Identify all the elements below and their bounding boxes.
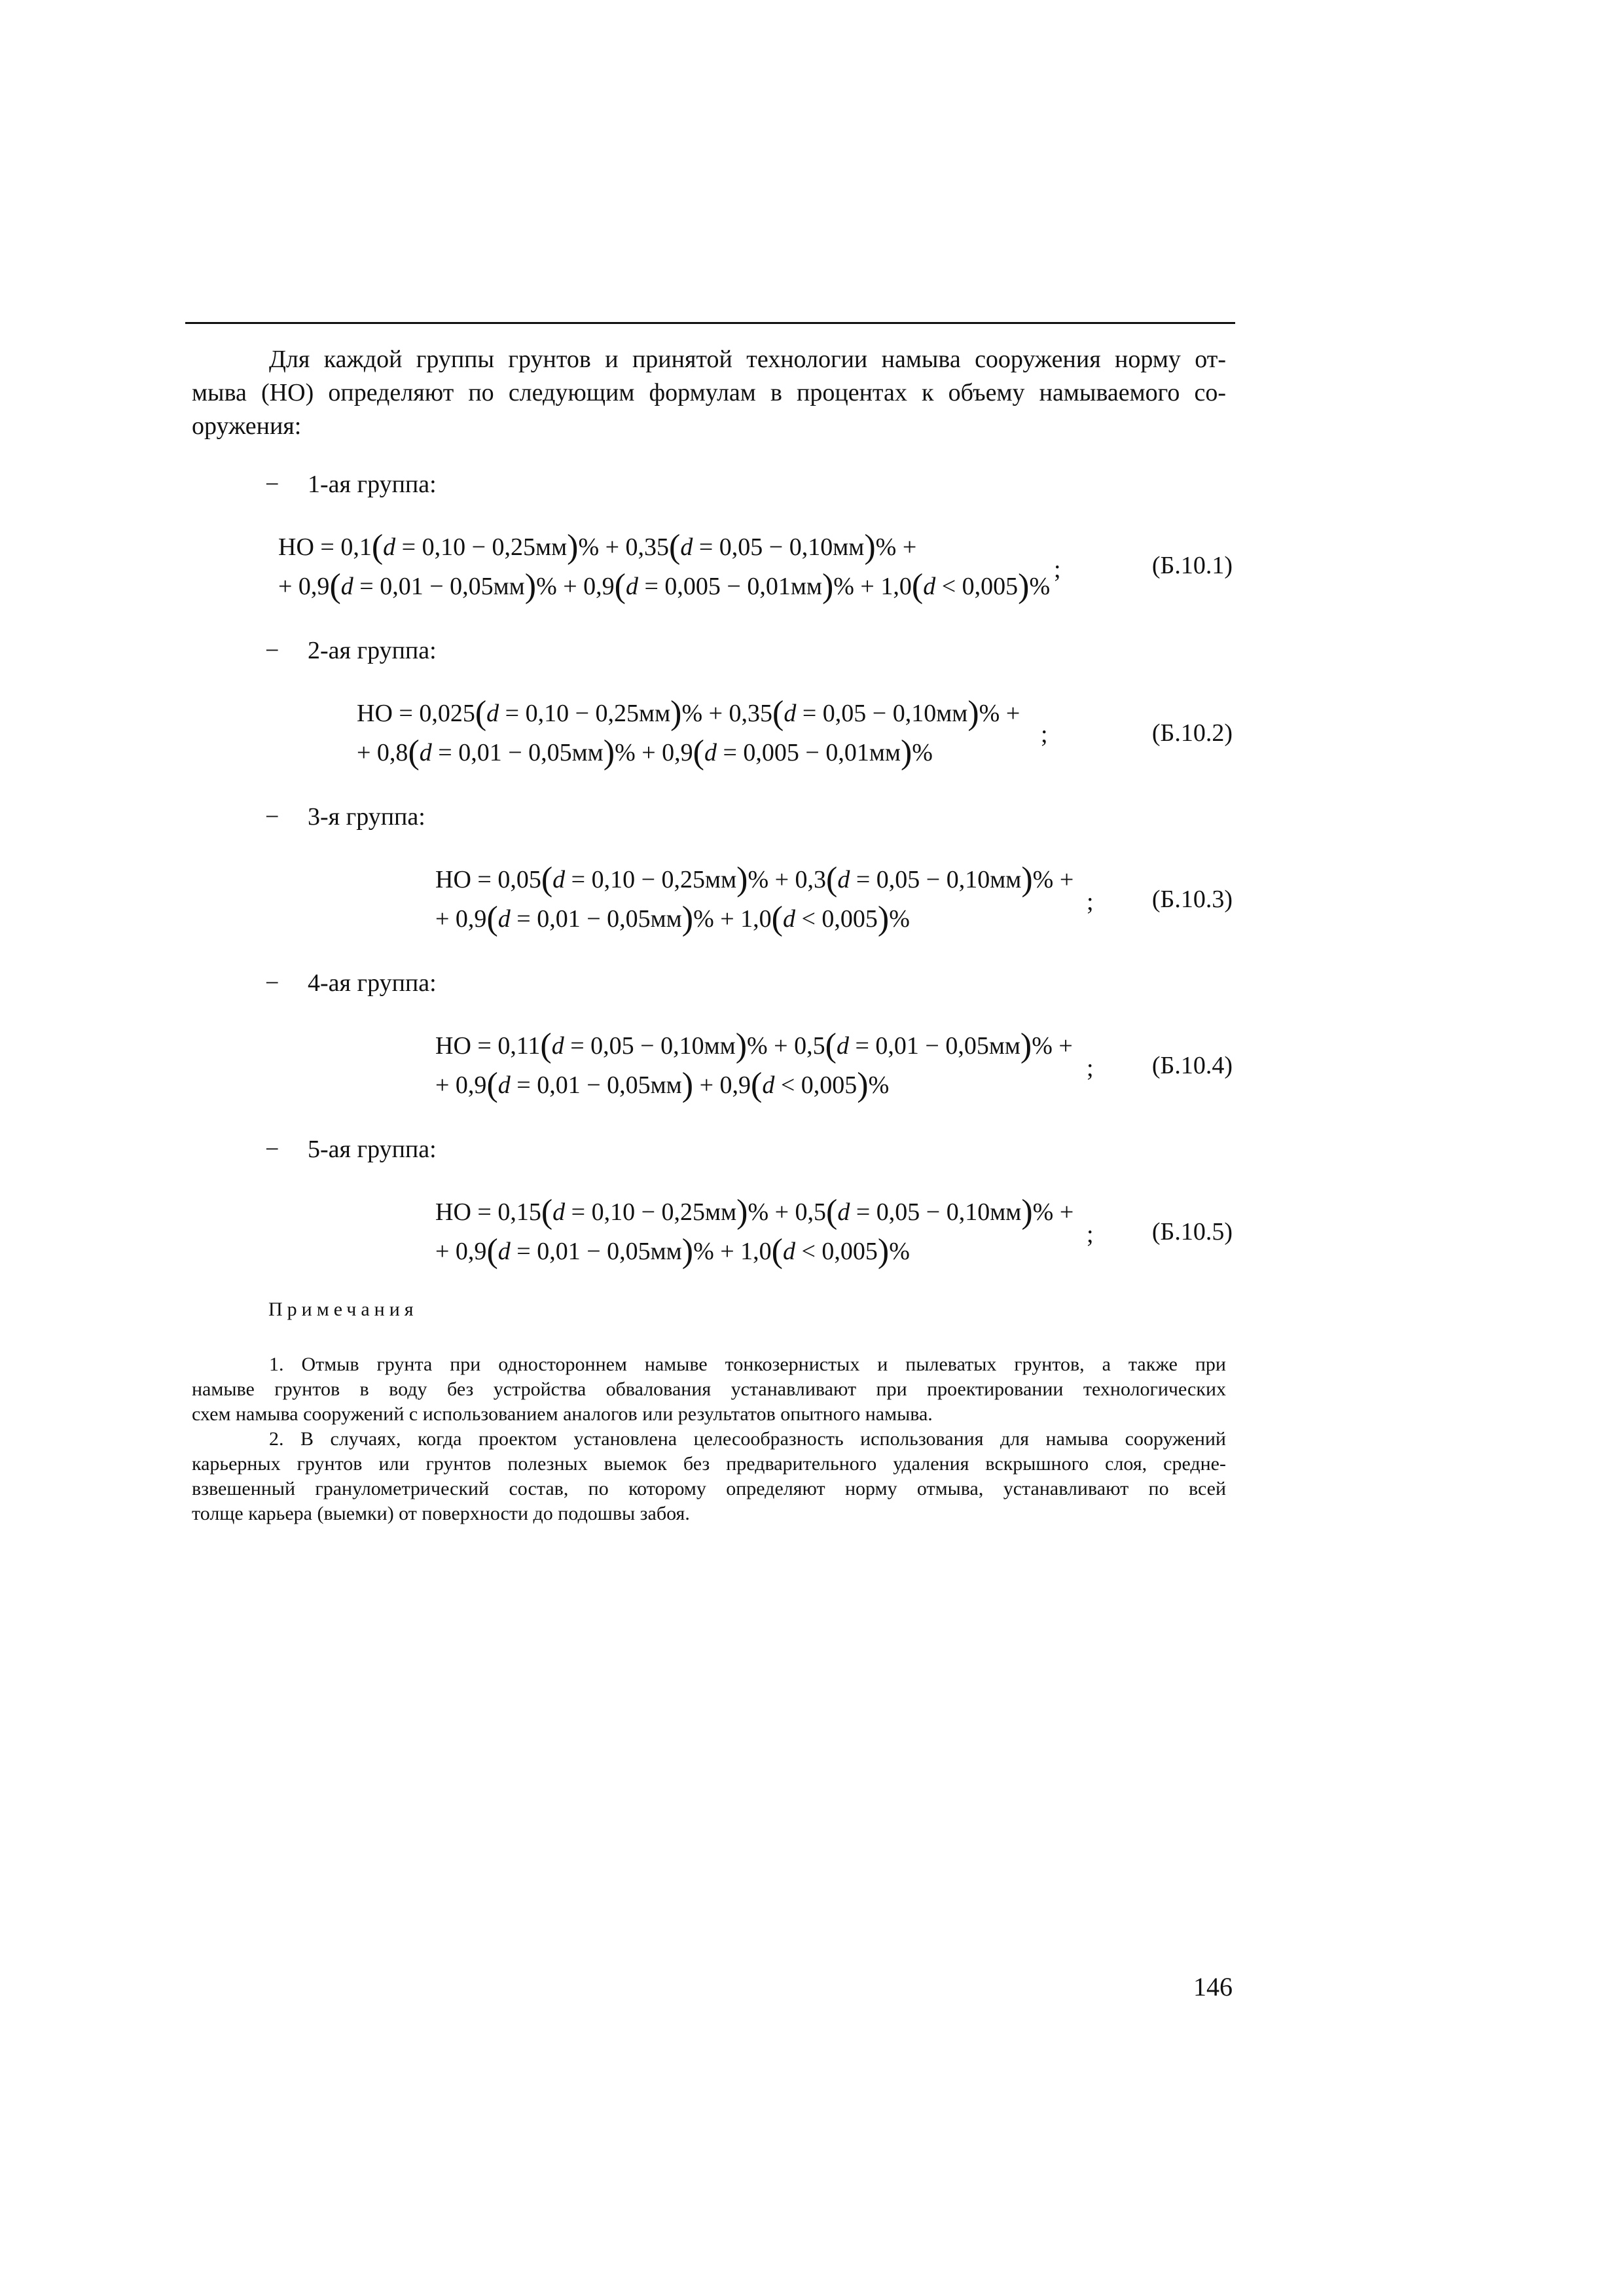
list-dash: − [265, 1136, 280, 1163]
note-2 [192, 1427, 1226, 1526]
note-line: 2. В случаях, когда проектом установлена целесообразность использования для намыва сооружений [269, 1428, 1226, 1450]
intro-line: мыва (НО) определяют по следующим формулам в процентах к объему намываемого со- [192, 379, 1226, 406]
formula-4-line-2: + 0,9(d = 0,01 − 0,05мм) + 0,9(d < 0,005)% [435, 1066, 890, 1103]
note-1 [192, 1352, 1226, 1427]
note-line: взвешенный гранулометрический состав, по которому определяют норму отмыва, устанавливают по всей [192, 1478, 1226, 1499]
list-dash: − [265, 471, 280, 498]
formula-2-line-2: + 0,8(d = 0,01 − 0,05мм)% + 0,9(d = 0,005 − 0,01мм)% [357, 734, 933, 771]
formula-3-line-2: + 0,9(d = 0,01 − 0,05мм)% + 1,0(d < 0,005)% [435, 900, 910, 937]
formula-2-line-1: НО = 0,025(d = 0,10 − 0,25мм)% + 0,35(d = 0,05 − 0,10мм)% + [357, 694, 1020, 732]
list-dash: − [265, 803, 280, 831]
note-line: карьерных грунтов или грунтов полезных выемок без предварительного удаления вскрышного слоя, средне- [192, 1453, 1226, 1475]
formula-5-line-2: + 0,9(d = 0,01 − 0,05мм)% + 1,0(d < 0,005)% [435, 1232, 910, 1270]
equation-number-4: (Б.10.4) [1151, 1052, 1233, 1079]
intro-paragraph [192, 343, 1226, 443]
note-line: схем намыва сооружений с использованием аналогов или результатов опытного намыва. [192, 1403, 933, 1425]
formula-1-line-2: + 0,9(d = 0,01 − 0,05мм)% + 0,9(d = 0,005 − 0,01мм)% + 1,0(d < 0,005)% [278, 567, 1051, 605]
formula-5-line-1: НО = 0,15(d = 0,10 − 0,25мм)% + 0,5(d = 0,05 − 0,10мм)% + [435, 1193, 1074, 1230]
intro-line: Для каждой группы грунтов и принятой технологии намыва сооружения норму от- [269, 346, 1226, 373]
note-line: толще карьера (выемки) от поверхности до подошвы забоя. [192, 1503, 690, 1524]
formula-1-semicolon: ; [1054, 556, 1061, 583]
group-2-label: − 2-ая группа: [265, 637, 437, 664]
group-4-label: − 4-ая группа: [265, 969, 437, 997]
equation-number-5: (Б.10.5) [1151, 1218, 1233, 1246]
notes-title: Примечания [268, 1299, 418, 1320]
formula-3-semicolon: ; [1087, 888, 1094, 916]
intro-line: оружения: [192, 412, 302, 440]
note-line: намыве грунтов в воду без устройства обвалования устанавливают при проектировании технологических [192, 1378, 1226, 1400]
formula-4-line-1: НО = 0,11(d = 0,05 − 0,10мм)% + 0,5(d = 0,01 − 0,05мм)% + [435, 1027, 1073, 1064]
group-5-label: − 5-ая группа: [265, 1136, 437, 1163]
formula-4-semicolon: ; [1087, 1054, 1094, 1082]
formula-3-line-1: НО = 0,05(d = 0,10 − 0,25мм)% + 0,3(d = 0,05 − 0,10мм)% + [435, 861, 1074, 898]
note-line: 1. Отмыв грунта при одностороннем намыве тонкозернистых и пылеватых грунтов, а также при [269, 1354, 1226, 1375]
formula-5-semicolon: ; [1087, 1221, 1094, 1248]
list-dash: − [265, 637, 280, 664]
page-number: 146 [1193, 1972, 1233, 2001]
equation-number-2: (Б.10.2) [1151, 719, 1233, 747]
group-3-label: − 3-я группа: [265, 803, 425, 831]
group-1-label: − 1-ая группа: [265, 471, 437, 498]
equation-number-1: (Б.10.1) [1151, 552, 1233, 579]
formula-2-semicolon: ; [1041, 721, 1048, 748]
equation-number-3: (Б.10.3) [1151, 886, 1233, 913]
list-dash: − [265, 969, 280, 997]
header-rule [185, 322, 1235, 324]
formula-1-line-1: НО = 0,1(d = 0,10 − 0,25мм)% + 0,35(d = 0,05 − 0,10мм)% + [278, 528, 917, 565]
